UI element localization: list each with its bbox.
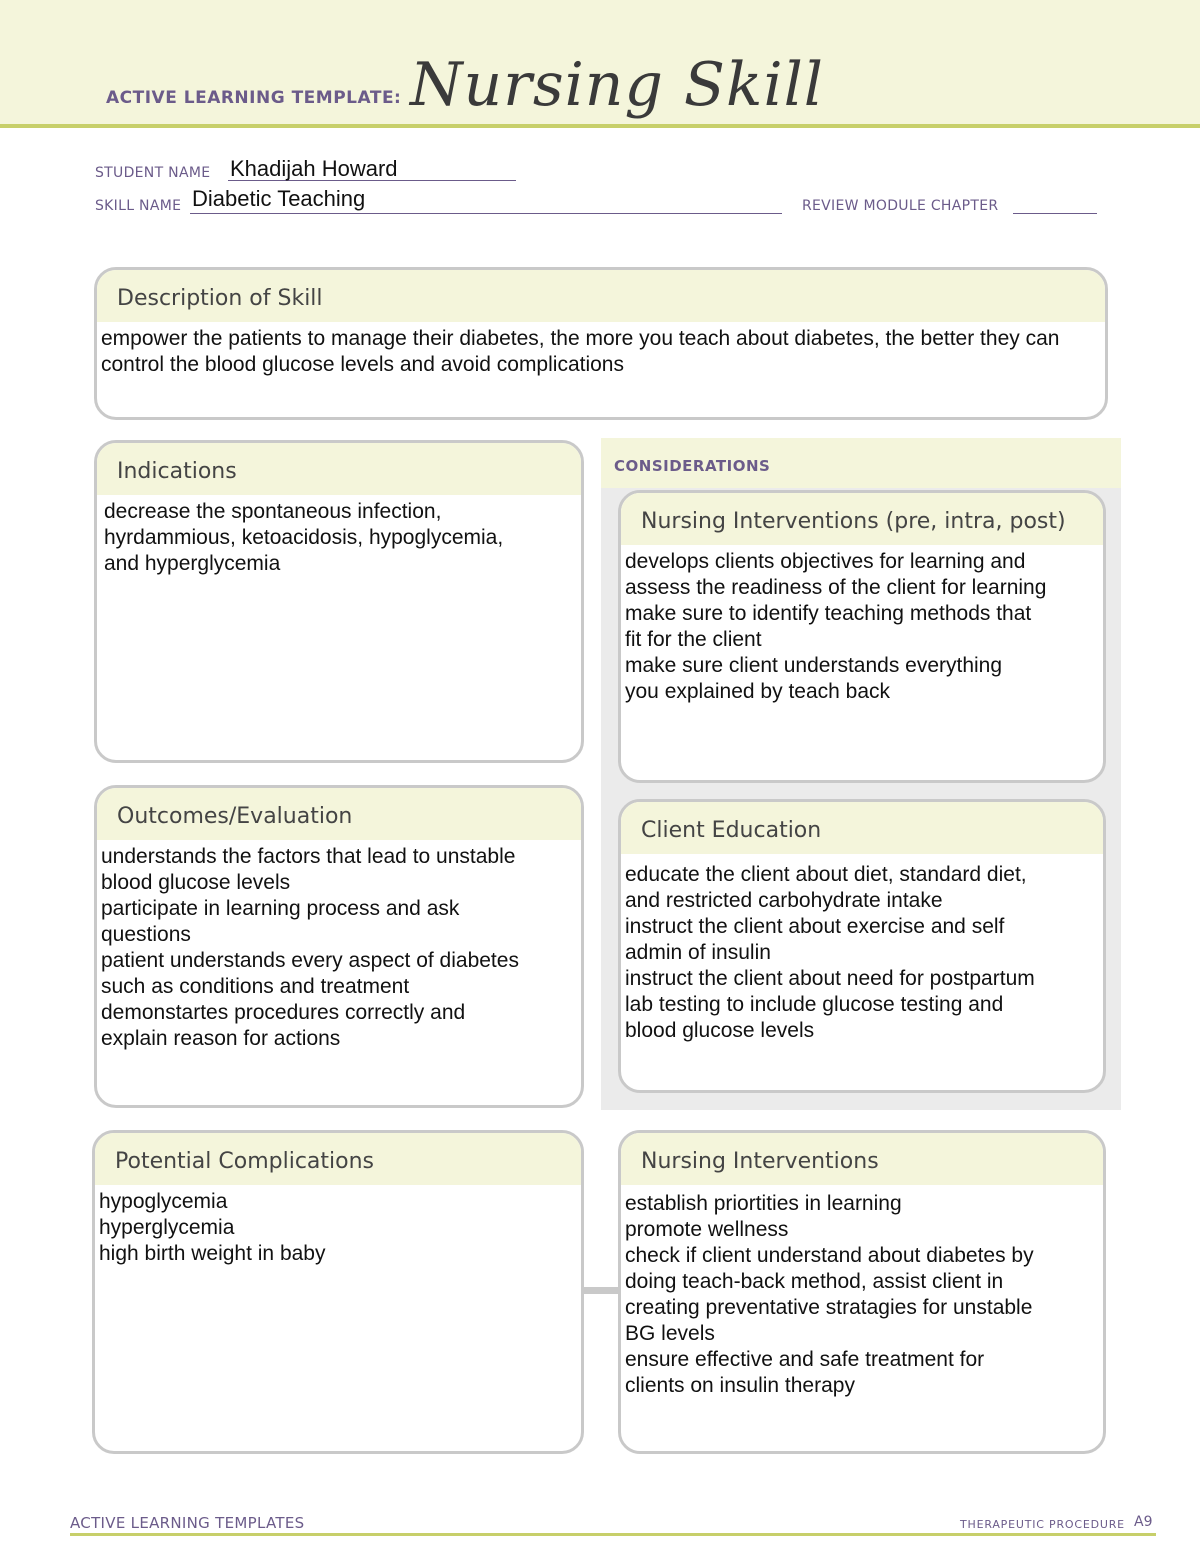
indications-box xyxy=(94,440,584,763)
nursing-interventions-ppp-box xyxy=(618,490,1106,783)
client-education-box xyxy=(618,799,1106,1093)
review-module-underline xyxy=(1013,213,1097,214)
student-name-field[interactable]: Khadijah Howard xyxy=(230,156,398,181)
nursing-interventions-box xyxy=(618,1130,1106,1454)
considerations-title: CONSIDERATIONS xyxy=(601,438,1121,488)
review-module-label: REVIEW MODULE CHAPTER xyxy=(802,198,999,214)
skill-name-field[interactable]: Diabetic Teaching xyxy=(192,186,366,211)
footer-divider xyxy=(70,1533,1156,1536)
header-label: ACTIVE LEARNING TEMPLATE: xyxy=(106,88,402,108)
outcomes-text[interactable]: understands the factors that lead to unstable blood glucose levels participate in learning process and ask questions patient understands every aspect of diabetes such as conditions and treatment demonstartes procedures correctly and explain reason for actions xyxy=(101,845,519,1050)
skill-name-underline xyxy=(190,213,782,214)
connector-bar xyxy=(582,1287,622,1294)
skill-name-label: SKILL NAME xyxy=(95,198,182,214)
nursing-interventions-ppp-text[interactable]: develops clients objectives for learning and assess the readiness of the client for learning make sure to identify teaching methods that fit for the client make sure client understands everything you explained by teach back xyxy=(625,550,1047,703)
client-education-title: Client Education xyxy=(621,802,1103,854)
student-name-label: STUDENT NAME xyxy=(95,165,211,181)
outcomes-title: Outcomes/Evaluation xyxy=(97,788,581,840)
potential-complications-text[interactable]: hypoglycemia hyperglycemia high birth weight in baby xyxy=(99,1190,326,1265)
page-number: A9 xyxy=(1134,1514,1153,1530)
indications-title: Indications xyxy=(97,443,581,495)
page-title: Nursing Skill xyxy=(410,50,824,120)
footer-right-label: THERAPEUTIC PROCEDURE xyxy=(960,1518,1125,1531)
nursing-interventions-title: Nursing Interventions xyxy=(621,1133,1103,1185)
description-title: Description of Skill xyxy=(97,270,1105,322)
indications-text[interactable]: decrease the spontaneous infection, hyrdammious, ketoacidosis, hypoglycemia, and hyperglycemia xyxy=(104,500,504,575)
potential-complications-title: Potential Complications xyxy=(95,1133,581,1185)
description-box xyxy=(94,267,1108,420)
client-education-text[interactable]: educate the client about diet, standard diet, and restricted carbohydrate intake instruct the client about exercise and self admin of insulin instruct the client about need for postpartum lab testing to include glucose testing and blood glucose levels xyxy=(625,863,1035,1042)
footer-left-label: ACTIVE LEARNING TEMPLATES xyxy=(70,1514,305,1532)
description-text[interactable]: empower the patients to manage their diabetes, the more you teach about diabetes, the better they can control the blood glucose levels and avoid complications xyxy=(101,327,1060,376)
nursing-interventions-ppp-title: Nursing Interventions (pre, intra, post) xyxy=(621,493,1103,545)
nursing-interventions-text[interactable]: establish priortities in learning promote wellness check if client understand about diabetes by doing teach-back method, assist client in creating preventative stratagies for unstable BG levels ensure effective and safe treatment for clients on insulin therapy xyxy=(625,1192,1034,1397)
potential-complications-box xyxy=(92,1130,584,1454)
outcomes-box xyxy=(94,785,584,1108)
